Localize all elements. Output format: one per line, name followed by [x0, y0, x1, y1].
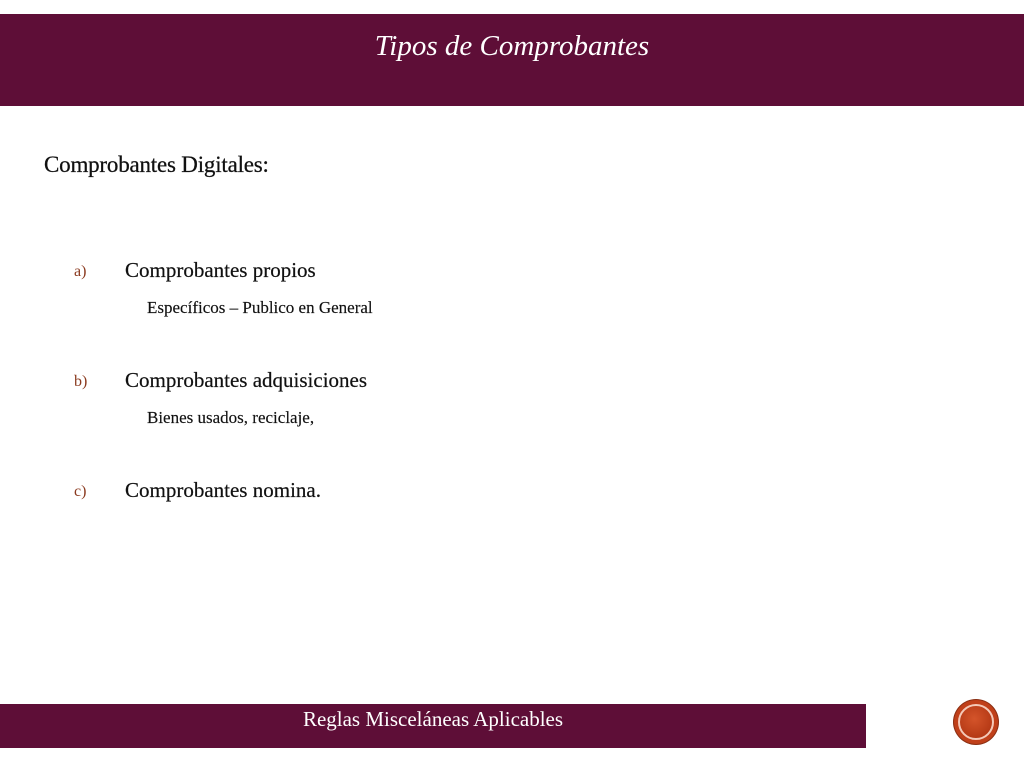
list-marker: c): [74, 483, 87, 500]
list-item-label: Comprobantes adquisiciones: [125, 368, 368, 392]
section-heading: Comprobantes Digitales:: [44, 152, 269, 177]
circle-button-inner: [958, 704, 994, 740]
list-item-label: Comprobantes nomina.: [125, 478, 321, 502]
list-marker: b): [74, 373, 88, 390]
slide-title: Tipos de Comprobantes: [374, 30, 650, 62]
footer-text: Reglas Misceláneas Aplicables: [302, 707, 564, 731]
circle-button-icon[interactable]: [954, 700, 998, 744]
list-item-subtext: Específicos – Publico en General: [147, 298, 373, 317]
slide-content: [44, 152, 944, 502]
list-item-label: Comprobantes propios: [125, 258, 316, 282]
list-item-subtext: Bienes usados, reciclaje,: [147, 408, 315, 427]
list-marker: a): [74, 263, 87, 280]
